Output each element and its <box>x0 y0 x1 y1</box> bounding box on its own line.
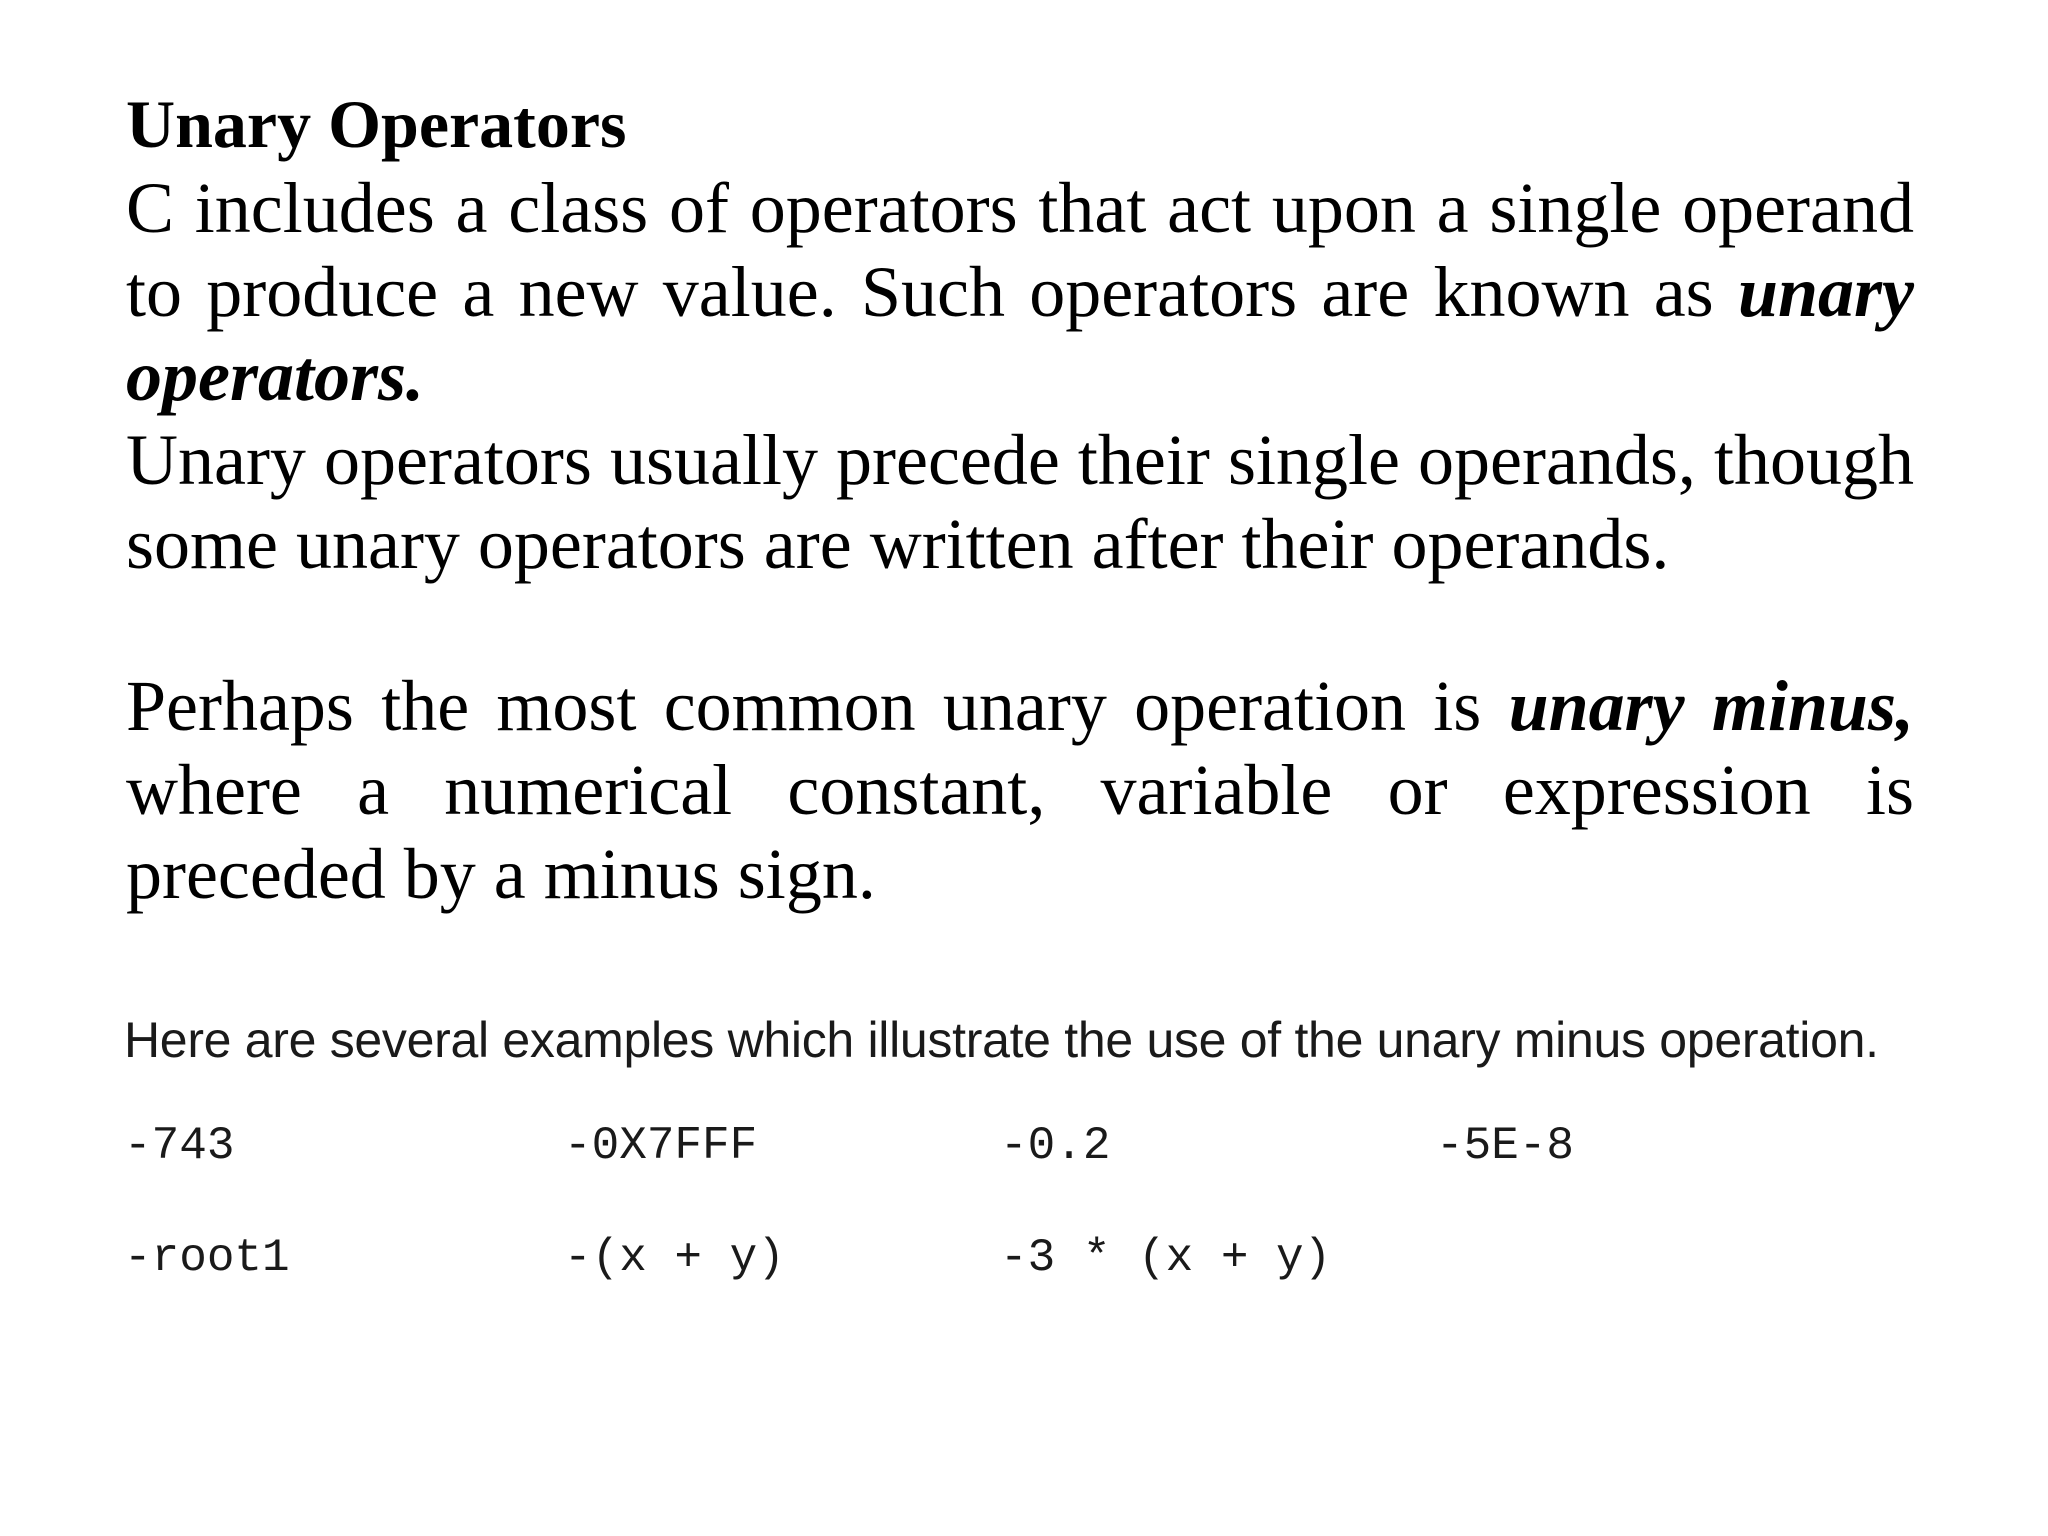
paragraph-text: C includes a class of operators that act upon a single operand to produce a new value. Such operators are known as <box>126 168 1914 332</box>
intro-text <box>126 166 1914 586</box>
paragraph-text: where a numerical constant, variable or expression is preceded by a minus sign. <box>126 750 1914 914</box>
paragraph-unary-definition <box>126 166 1914 418</box>
emphasis-unary-operators: unary operators. <box>126 252 1914 416</box>
emphasis-unary-minus: unary minus, <box>1508 666 1914 746</box>
example-expression: -0X7FFF <box>564 1120 758 1172</box>
examples-row <box>124 1230 1724 1342</box>
paragraph-text: Perhaps the most common unary operation is <box>126 666 1509 746</box>
examples-grid <box>124 1118 1724 1342</box>
example-expression: -(x + y) <box>564 1232 785 1284</box>
paragraph-unary-minus <box>126 664 1914 916</box>
example-expression: -5E-8 <box>1436 1120 1575 1172</box>
example-expression: -3 * (x + y) <box>1000 1232 1332 1284</box>
example-expression: -743 <box>124 1120 235 1172</box>
paragraph-operand-position: Unary operators usually precede their single operands, though some unary operators are written after their operands. <box>126 420 1914 584</box>
example-expression: -root1 <box>124 1232 290 1284</box>
example-expression: -0.2 <box>1000 1120 1111 1172</box>
examples-row <box>124 1118 1724 1230</box>
heading: Unary Operators <box>126 86 627 162</box>
examples-intro: Here are several examples which illustrate the use of the unary minus operation. <box>124 1012 1879 1068</box>
unary-minus-text <box>126 664 1914 916</box>
